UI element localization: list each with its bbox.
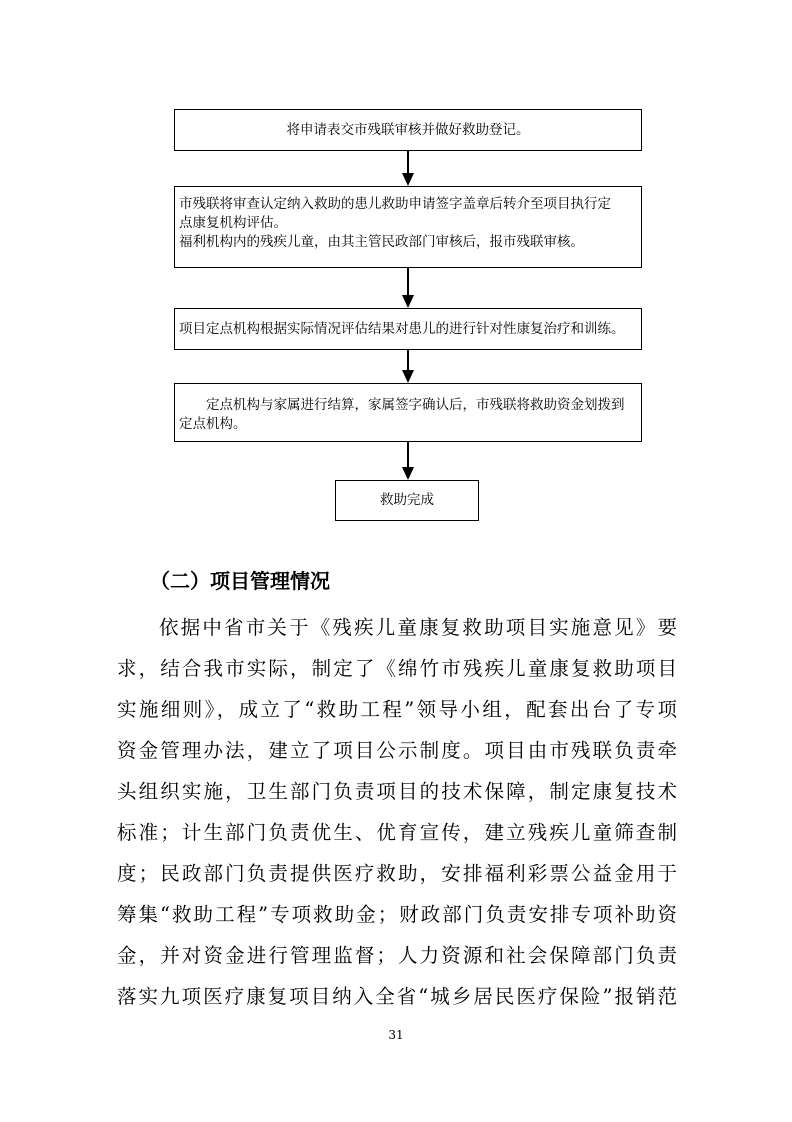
flow-arrow-3 [401,350,415,383]
section-heading: （二）项目管理情况 [150,569,330,593]
page-number: 31 [388,1028,404,1042]
flow-step-4-line-1: 定点机构与家属进行结算，家属签字确认后，市残联将救助资金划拨到 [206,397,625,413]
flow-step-2-line-2: 点康复机构评估。 [179,215,287,231]
flow-step-1-text: 将申请表交市残联审核并做好救助登记。 [286,121,530,138]
flow-arrow-1 [401,151,415,186]
flow-arrow-2 [401,268,415,308]
flow-step-5-text: 救助完成 [380,492,434,508]
flow-step-2 [174,186,642,268]
flow-step-3-text: 项目定点机构根据实际情况评估结果对患儿的进行针对性康复治疗和训练。 [179,320,625,337]
flow-arrow-4 [401,442,415,480]
paragraph-line: 头组织实施，卫生部门负责项目的技术保障，制定康复技术 [117,780,677,803]
flow-step-5 [335,480,479,521]
paragraph-line: 求，结合我市实际，制定了《绵竹市残疾儿童康复救助项目 [117,657,677,680]
flow-step-4 [174,383,642,442]
flow-step-3 [174,308,642,350]
section-paragraph [117,607,677,1017]
flow-step-2-line-3: 福利机构内的残疾儿童，由其主管民政部门审核后，报市残联审核。 [179,234,584,250]
paragraph-line: 金，并对资金进行管理监督；人力资源和社会保障部门负责 [117,944,677,967]
paragraph-line: 实施细则》，成立了“救助工程”领导小组，配套出台了专项 [117,698,677,721]
paragraph-line: 依据中省市关于《残疾儿童康复救助项目实施意见》要 [159,616,677,639]
paragraph-line: 落实九项医疗康复项目纳入全省“城乡居民医疗保险”报销范 [117,985,677,1008]
paragraph-line: 筹集“救助工程”专项救助金；财政部门负责安排专项补助资 [117,903,677,926]
flow-step-1 [174,109,642,151]
paragraph-line: 度；民政部门负责提供医疗救助，安排福利彩票公益金用于 [117,862,677,885]
flow-step-4-line-2: 定点机构。 [179,416,247,432]
paragraph-line: 标准；计生部门负责优生、优育宣传，建立残疾儿童筛查制 [117,821,677,844]
paragraph-line: 资金管理办法，建立了项目公示制度。项目由市残联负责牵 [117,739,677,762]
flow-step-2-line-1: 市残联将审查认定纳入救助的患儿救助申请签字盖章后转介至项目执行定 [179,196,611,212]
